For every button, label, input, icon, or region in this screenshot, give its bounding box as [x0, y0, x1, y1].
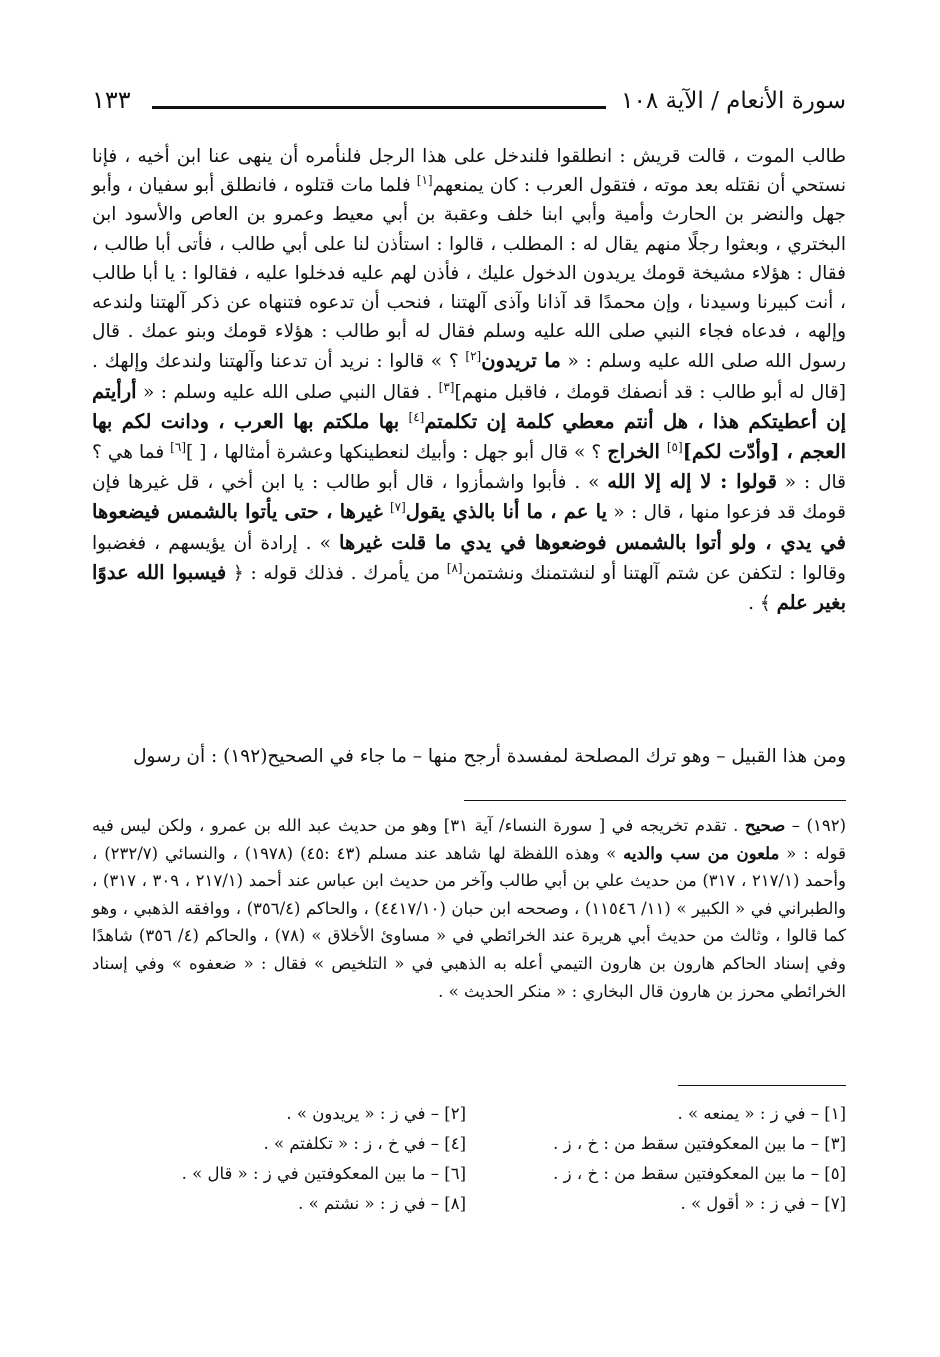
header-rule	[152, 106, 606, 109]
continuation-paragraph: ومن هذا القبيل – وهو ترك المصلحة لمفسدة أرجح منها – ما جاء في الصحيح(١٩٢) : أن رسول	[133, 746, 846, 767]
editorial-notes	[96, 1100, 846, 1217]
bold-phrase: صحيح	[744, 816, 786, 835]
text-run: » . إرادة أن يؤيسهم ، فغضبوا وقالوا : لتكفن عن شتم آلهتنا أو لنشتمنك ونشتمن	[92, 532, 846, 584]
text-run: من يأمرك . فذلك قوله : ﴿	[226, 562, 447, 584]
bold-phrase: ملعون من سب والديه	[623, 843, 780, 863]
footnote-ref: [٥]	[666, 439, 683, 454]
text-run: طالب الموت ، قالت قريش : انطلقوا فلندخل على هذا الرجل فلنأمره أن ينهى عنا ابن أخيه ، فإنا نستحي أن نقتله بعد موته ، فتقول العرب : كان يمنعهم	[92, 146, 846, 197]
footnote-ref: [٧]	[389, 500, 406, 515]
text-run: . تقدم تخريجه في [ سورة النساء/ آية ٣١] وهو من حديث عبد الله بن عمرو ، ولكن ليس فيه قوله : «	[92, 816, 846, 863]
note-1: [١] – في ز : « يمنعه » .	[677, 1104, 846, 1123]
footnote-ref: [٨]	[446, 560, 463, 575]
text-run: » . فأبوا واشمأزوا ، قال أبو طالب : يا ابن أخي ، قل غيرها فإن قومك قد فزعوا منها ، قال : «	[92, 472, 846, 524]
page-number: ١٣٣	[92, 86, 131, 114]
footnote-ref: [٣]	[438, 379, 455, 394]
text-run: » وهذه اللفظة لها شاهد عند مسلم (٤٣ :٤٥) (١٩٧٨) ، والنسائي (٢٣٢/٧) ، وأحمد (٢١٧/١ ، ٣١٧) من حديث علي بن أبي طالب وآخر من حديث ابن عباس عند أحمد (٢١٧/١ ، ٣٠٩ ، ٣١٧) ، والطبراني في « الكبير » (١١/ ١١٥٤٦) ، وصححه ابن حبان (٤٤١٧/١٠) ، والحاكم (٣٥٦/٤) ، ووافقه الذهبي ، وهو كما قالوا ، وثالث من حديث أبي هريرة عند الخرائطي في « مساوئ الأخلاق » (٧٨) ، والحاكم (٤/ ٣٥٦) شاهدًا وفي إسناد الحاكم هارون بن هارون التيمي أعله به الذهبي في « التلخيص » فقال : « ضعفوه » وفي إسناد الخرائطي محرز بن هارون قال البخاري : « منكر الحديث » .	[92, 843, 847, 1001]
bold-phrase: فيسبوا الله عدوًا بغير علم	[92, 560, 846, 615]
note-5: [٥] – ما بين المعكوفتين سقط من : خ ، ز .	[553, 1164, 846, 1183]
main-paragraph	[92, 142, 846, 618]
footnote-ref: [٤]	[408, 409, 425, 424]
text-run: فما هي ؟ قال : «	[92, 442, 846, 494]
running-title: سورة الأنعام / الآية ١٠٨	[621, 88, 846, 114]
footnote-divider	[464, 800, 846, 801]
footnote-ref: [١]	[416, 173, 433, 188]
bold-phrase: بها ملكتم بها العرب ، ودانت لكم بها العجم ، [وأدّت لكم]	[92, 409, 846, 464]
note-6: [٦] – ما بين المعكوفتين في ز : « قال » .	[181, 1164, 466, 1183]
footnote-ref: [٦]	[170, 439, 186, 454]
text-run: ؟ » قالوا : نريد أن تدعنا وآلهتنا ولندعك وإلهك . [قال له أبو طالب : قد أنصفك قومك ، فاقبل منهم]	[92, 351, 846, 403]
note-3: [٣] – ما بين المعكوفتين سقط من : خ ، ز .	[553, 1134, 846, 1153]
bold-phrase: يا عم ، ما أنا بالذي يقول	[405, 500, 607, 524]
text-run: فلما مات قتلوه ، فانطلق أبو سفيان ، وأبو جهل والنضر بن الحارث وأمية وأبي ابنا خلف وعقبة بن أبي معيط وعمرو بن العاص والأسود ابن البختري ، وبعثوا رجلًا منهم يقال له : المطلب ، قالوا : استأذن لنا على أبي طالب ، فأتى أبا طالب ، فقال : هؤلاء مشيخة قومك يريدون الدخول عليك ، فأذن لهم عليه فدخلوا عليه ، فقالوا : يا أبا طالب ، أنت كبيرنا وسيدنا ، وإن محمدًا قد آذانا وآذى آلهتنا ، فنحب أن تدعوه فتنهاه عن ذكر آلهتنا ولندعه وإلهه ، فدعاه فجاء النبي صلى الله عليه وسلم فقال له أبو طالب : هؤلاء قومك وبنو عمك . قال رسول الله صلى الله عليه وسلم : «	[92, 175, 846, 373]
bold-phrase: الخراج	[607, 440, 667, 464]
footnote-ref: [٢]	[465, 349, 482, 364]
note-2: [٢] – في ز : « يريدون » .	[286, 1104, 466, 1123]
text-run: ؟ » قال أبو جهل : وأبيك لنعطينكها وعشرة أمثالها ، [ ]	[186, 442, 608, 464]
note-7: [٧] – في ز : « أقول » .	[680, 1194, 846, 1213]
bold-phrase: أرأيتم إن أعطيتكم هذا ، هل أنتم معطي كلمة إن تكلمتم	[92, 379, 847, 433]
page-header	[92, 84, 846, 124]
footnote-192	[92, 812, 846, 1005]
note-4: [٤] – في خ ، ز : « تكلفتم » .	[263, 1134, 466, 1153]
text-run: (١٩٢) –	[785, 816, 846, 835]
bold-phrase: غيرها ، حتى يأتوا بالشمس فيضعوها في يدي ، ولو أتوا بالشمس فوضعوها في يدي ما قلت غيرها	[92, 500, 846, 554]
text-run: ﴾ .	[748, 593, 777, 615]
bold-phrase: ما تريدون	[481, 349, 561, 373]
bold-phrase: قولوا : لا إله إلا الله	[607, 470, 777, 494]
notes-divider	[678, 1085, 846, 1086]
text-run: . فقال النبي صلى الله عليه وسلم : «	[136, 381, 439, 403]
note-8: [٨] – في ز : « نشتم » .	[298, 1194, 466, 1213]
